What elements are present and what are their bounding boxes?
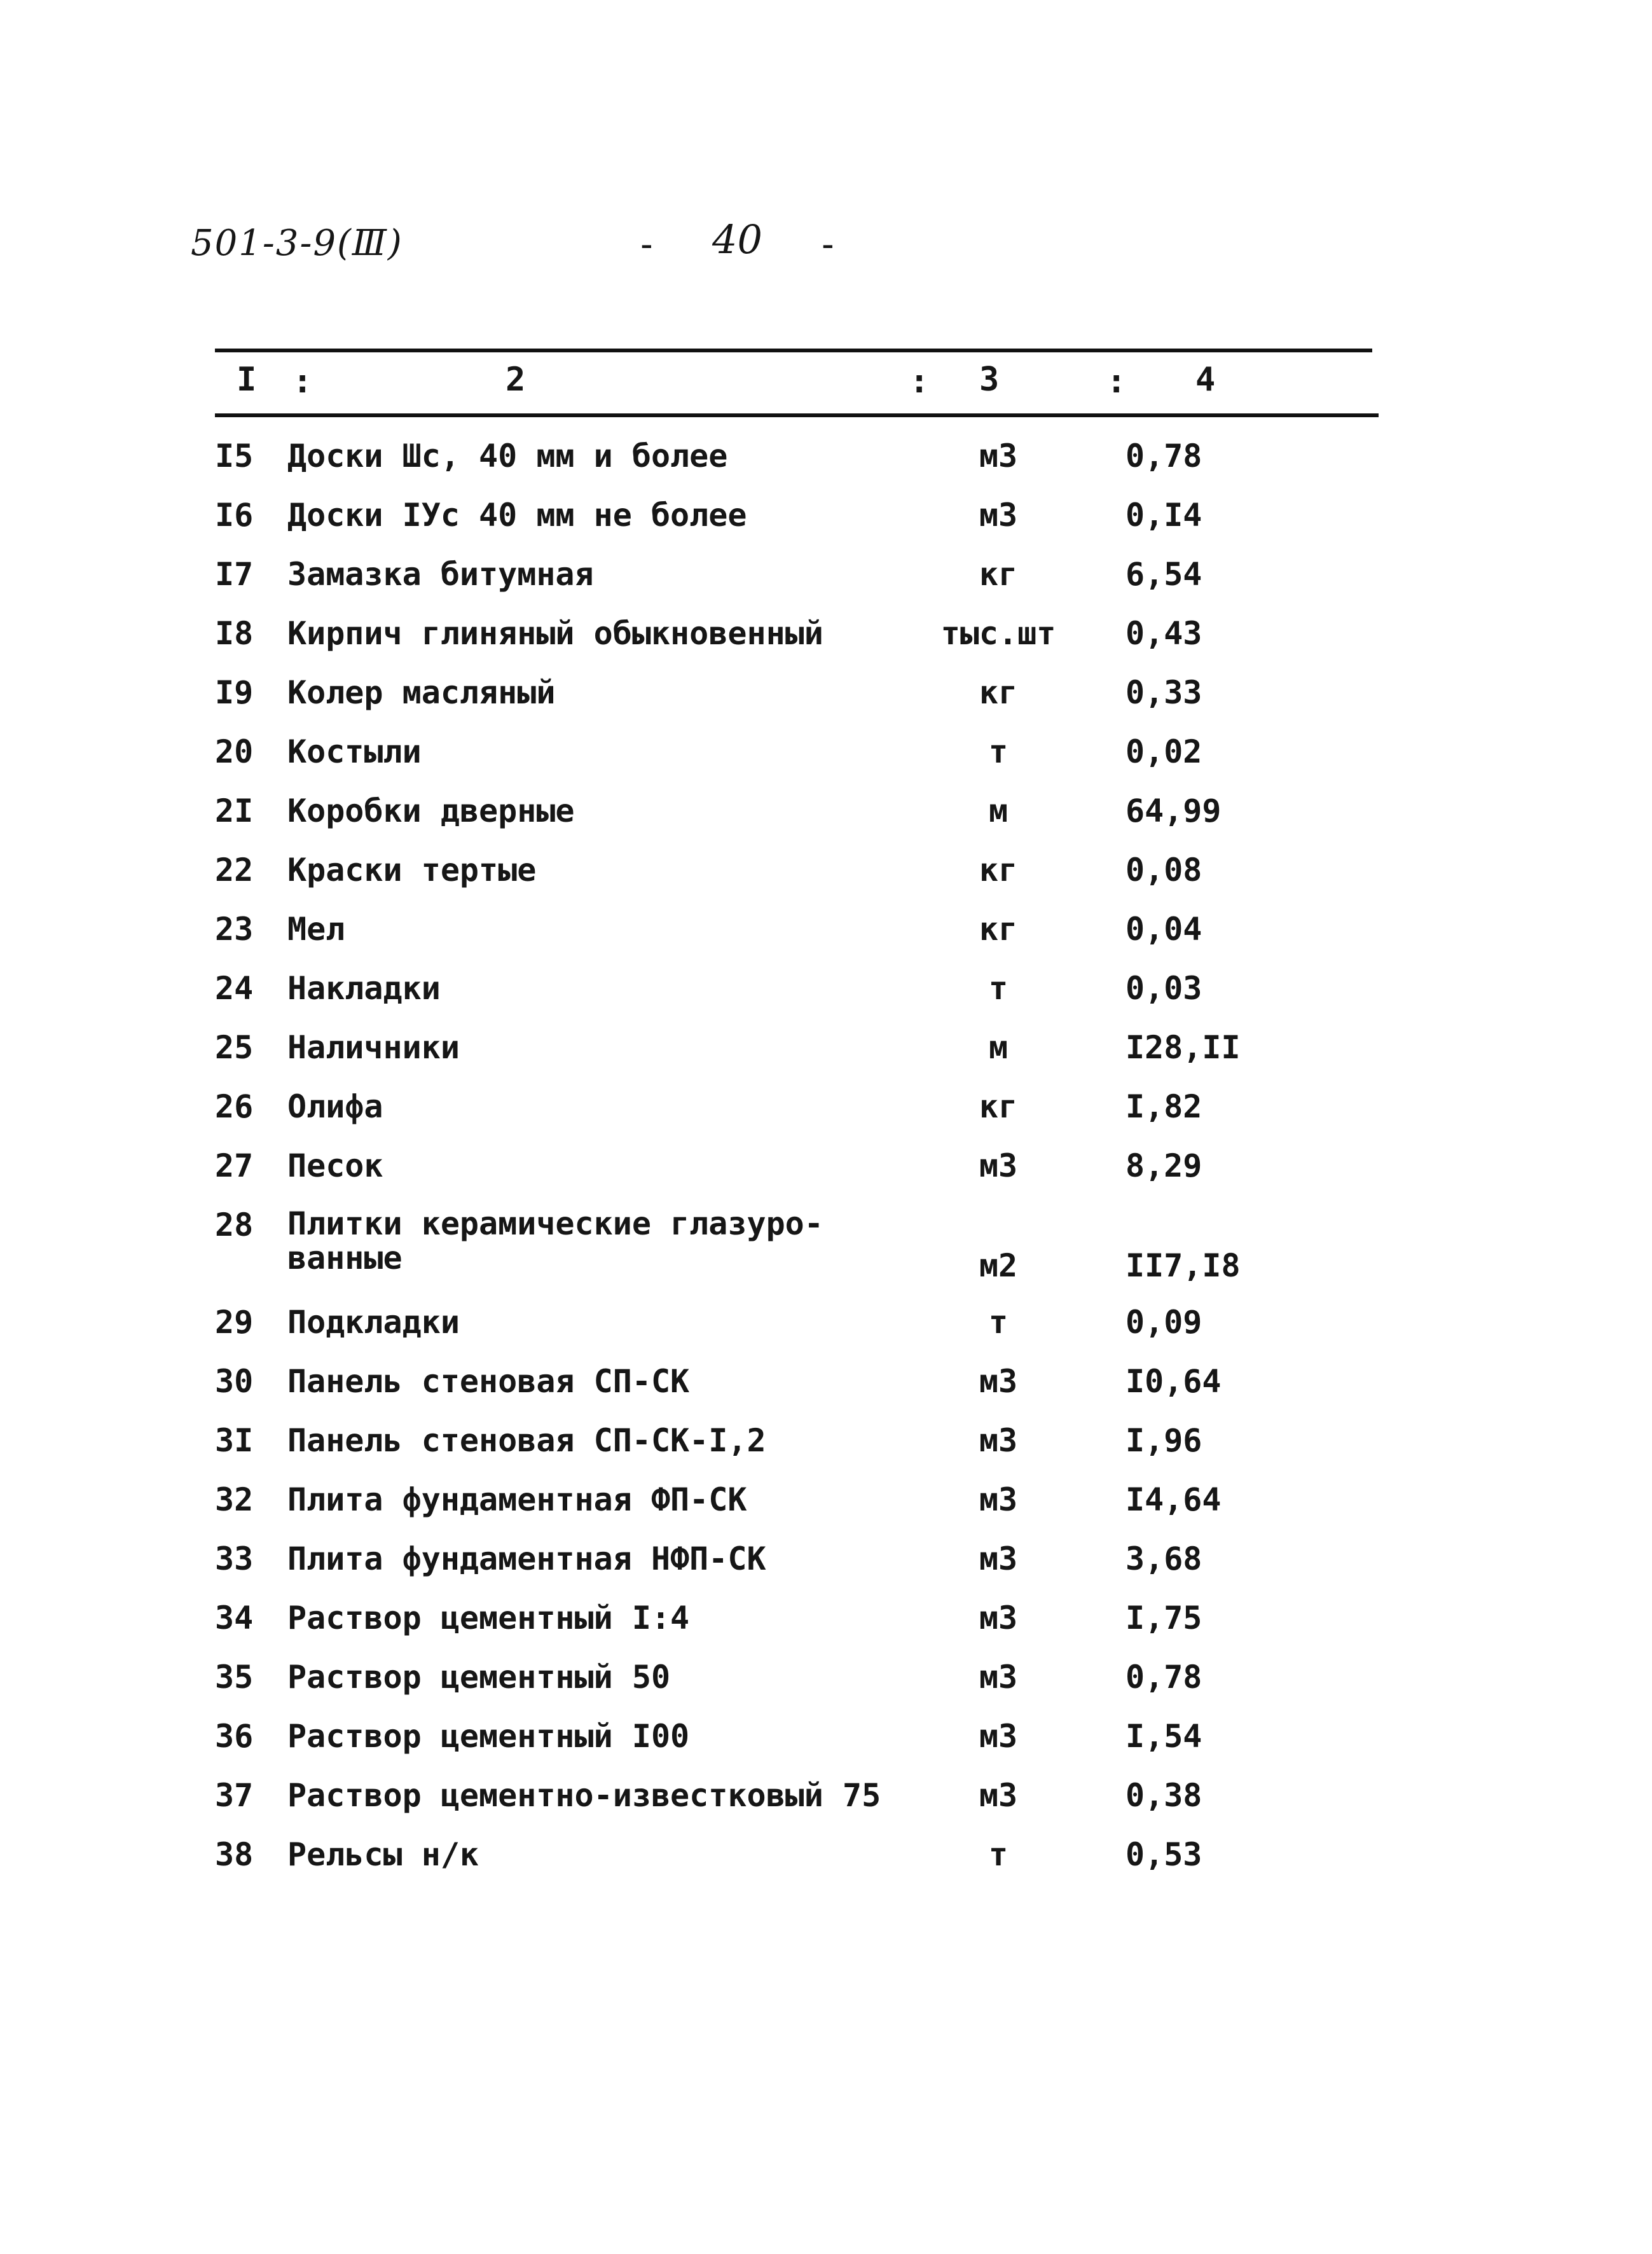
row-number: 28 — [215, 1207, 254, 1243]
table-row — [0, 1718, 1652, 1756]
row-unit: м2 — [979, 1247, 1018, 1284]
table-header-rule — [215, 413, 1379, 417]
row-quantity: I,75 — [1125, 1600, 1202, 1636]
row-unit: т — [988, 733, 1008, 770]
row-unit: м3 — [979, 1777, 1018, 1814]
column-separator: : — [909, 363, 930, 401]
row-material: Раствор цементный I00 — [287, 1718, 690, 1755]
table-row — [0, 1540, 1652, 1579]
column-separator: : — [293, 363, 313, 401]
row-material: Плита фундаментная ФП-СК — [287, 1481, 747, 1518]
row-material: Краски тертые — [287, 852, 537, 888]
row-material-line-2: ванные — [287, 1240, 403, 1276]
document-code: 501-3-9(Ⅲ) — [191, 223, 403, 264]
row-number: I5 — [215, 438, 254, 474]
row-unit: кг — [979, 852, 1018, 888]
row-quantity: 6,54 — [1125, 556, 1202, 593]
table-row — [0, 733, 1652, 771]
row-number: 23 — [215, 911, 254, 948]
table-row — [0, 1147, 1652, 1186]
column-header-1: I — [237, 361, 257, 399]
row-number: 35 — [215, 1659, 254, 1696]
row-quantity: 0,08 — [1125, 852, 1202, 888]
row-unit: м3 — [979, 497, 1018, 534]
row-number: 29 — [215, 1304, 254, 1341]
row-quantity: 64,99 — [1125, 792, 1222, 829]
row-quantity: 0,43 — [1125, 615, 1202, 652]
row-number: I9 — [215, 674, 254, 711]
column-header-3: 3 — [979, 361, 1000, 399]
page-number-dash-right: - — [817, 224, 839, 265]
row-number: I7 — [215, 556, 254, 593]
row-quantity: 0,53 — [1125, 1836, 1202, 1873]
row-material: Мел — [287, 911, 345, 948]
row-quantity: I,96 — [1125, 1422, 1202, 1459]
table-row — [0, 438, 1652, 476]
row-unit: кг — [979, 674, 1018, 711]
row-quantity: I,54 — [1125, 1718, 1202, 1755]
row-number: 3I — [215, 1422, 254, 1459]
row-unit: м3 — [979, 1659, 1018, 1696]
row-number: 25 — [215, 1029, 254, 1066]
row-material: Коробки дверные — [287, 792, 575, 829]
table-row — [0, 1207, 1652, 1286]
row-material: Наличники — [287, 1029, 460, 1066]
row-unit: м3 — [979, 1363, 1018, 1400]
row-number: 26 — [215, 1088, 254, 1125]
row-material: Раствор цементно-известковый 75 — [287, 1777, 881, 1814]
row-quantity: I0,64 — [1125, 1363, 1222, 1400]
table-row — [0, 1777, 1652, 1815]
row-unit: тыс.шт — [940, 615, 1056, 652]
row-material: Раствор цементный 50 — [287, 1659, 671, 1696]
row-unit: кг — [979, 1088, 1018, 1125]
row-unit: м3 — [979, 1600, 1018, 1636]
column-header-2: 2 — [506, 361, 526, 399]
row-quantity: 0,78 — [1125, 1659, 1202, 1696]
table-row — [0, 1600, 1652, 1638]
row-unit: м — [988, 1029, 1008, 1066]
page-number: 40 — [712, 216, 762, 263]
row-quantity: 0,38 — [1125, 1777, 1202, 1814]
row-material: Костыли — [287, 733, 422, 770]
row-quantity: 0,78 — [1125, 438, 1202, 474]
row-material: Замазка битумная — [287, 556, 594, 593]
row-material: Раствор цементный I:4 — [287, 1600, 690, 1636]
row-material: Доски IУс 40 мм не более — [287, 497, 747, 534]
row-quantity: 0,04 — [1125, 911, 1202, 948]
row-quantity: 0,02 — [1125, 733, 1202, 770]
row-number: 20 — [215, 733, 254, 770]
row-material — [287, 1207, 823, 1275]
table-row — [0, 1481, 1652, 1519]
table-row — [0, 792, 1652, 831]
row-material: Олифа — [287, 1088, 383, 1125]
row-quantity: 3,68 — [1125, 1540, 1202, 1577]
row-unit: кг — [979, 556, 1018, 593]
table-row — [0, 970, 1652, 1008]
row-unit: м3 — [979, 438, 1018, 474]
row-number: 37 — [215, 1777, 254, 1814]
table-row — [0, 1422, 1652, 1460]
row-material: Накладки — [287, 970, 441, 1007]
row-number: 32 — [215, 1481, 254, 1518]
table-row — [0, 615, 1652, 653]
row-quantity: II7,I8 — [1125, 1247, 1241, 1284]
row-quantity: I4,64 — [1125, 1481, 1222, 1518]
row-quantity: I,82 — [1125, 1088, 1202, 1125]
page-number-dash-left: - — [636, 224, 657, 265]
table-top-rule — [215, 349, 1372, 352]
row-number: 33 — [215, 1540, 254, 1577]
row-material: Подкладки — [287, 1304, 460, 1341]
row-unit: кг — [979, 911, 1018, 948]
row-number: 38 — [215, 1836, 254, 1873]
row-number: I6 — [215, 497, 254, 534]
row-quantity: 0,09 — [1125, 1304, 1202, 1341]
table-row — [0, 1304, 1652, 1342]
table-row — [0, 852, 1652, 890]
row-unit: м3 — [979, 1147, 1018, 1184]
table-row — [0, 1088, 1652, 1126]
row-number: 36 — [215, 1718, 254, 1755]
table-row — [0, 1836, 1652, 1874]
row-quantity: 8,29 — [1125, 1147, 1202, 1184]
row-unit: м3 — [979, 1481, 1018, 1518]
row-material: Панель стеновая СП-СК — [287, 1363, 690, 1400]
row-unit: м3 — [979, 1422, 1018, 1459]
table-row — [0, 497, 1652, 535]
row-unit: м3 — [979, 1718, 1018, 1755]
row-unit: м — [988, 792, 1008, 829]
table-row — [0, 1363, 1652, 1401]
row-unit: т — [988, 970, 1008, 1007]
table-row — [0, 556, 1652, 594]
table-row — [0, 1659, 1652, 1697]
row-quantity: I28,II — [1125, 1029, 1241, 1066]
row-material-line-1: Плитки керамические глазуро- — [287, 1205, 823, 1242]
row-quantity: 0,33 — [1125, 674, 1202, 711]
row-material: Кирпич глиняный обыкновенный — [287, 615, 823, 652]
row-material: Панель стеновая СП-СК-I,2 — [287, 1422, 766, 1459]
row-number: 34 — [215, 1600, 254, 1636]
row-number: 27 — [215, 1147, 254, 1184]
row-number: 22 — [215, 852, 254, 888]
row-material: Доски Шс, 40 мм и более — [287, 438, 728, 474]
row-quantity: 0,I4 — [1125, 497, 1202, 534]
row-material: Песок — [287, 1147, 383, 1184]
table-row — [0, 911, 1652, 949]
row-number: I8 — [215, 615, 254, 652]
row-unit: т — [988, 1836, 1008, 1873]
row-material: Плита фундаментная НФП-СК — [287, 1540, 766, 1577]
table-row — [0, 674, 1652, 712]
table-row — [0, 1029, 1652, 1067]
row-number: 30 — [215, 1363, 254, 1400]
row-unit: м3 — [979, 1540, 1018, 1577]
row-quantity: 0,03 — [1125, 970, 1202, 1007]
row-material: Колер масляный — [287, 674, 556, 711]
row-material: Рельсы н/к — [287, 1836, 479, 1873]
row-unit: т — [988, 1304, 1008, 1341]
column-separator: : — [1106, 363, 1127, 401]
row-number: 2I — [215, 792, 254, 829]
column-header-4: 4 — [1195, 361, 1216, 399]
row-number: 24 — [215, 970, 254, 1007]
